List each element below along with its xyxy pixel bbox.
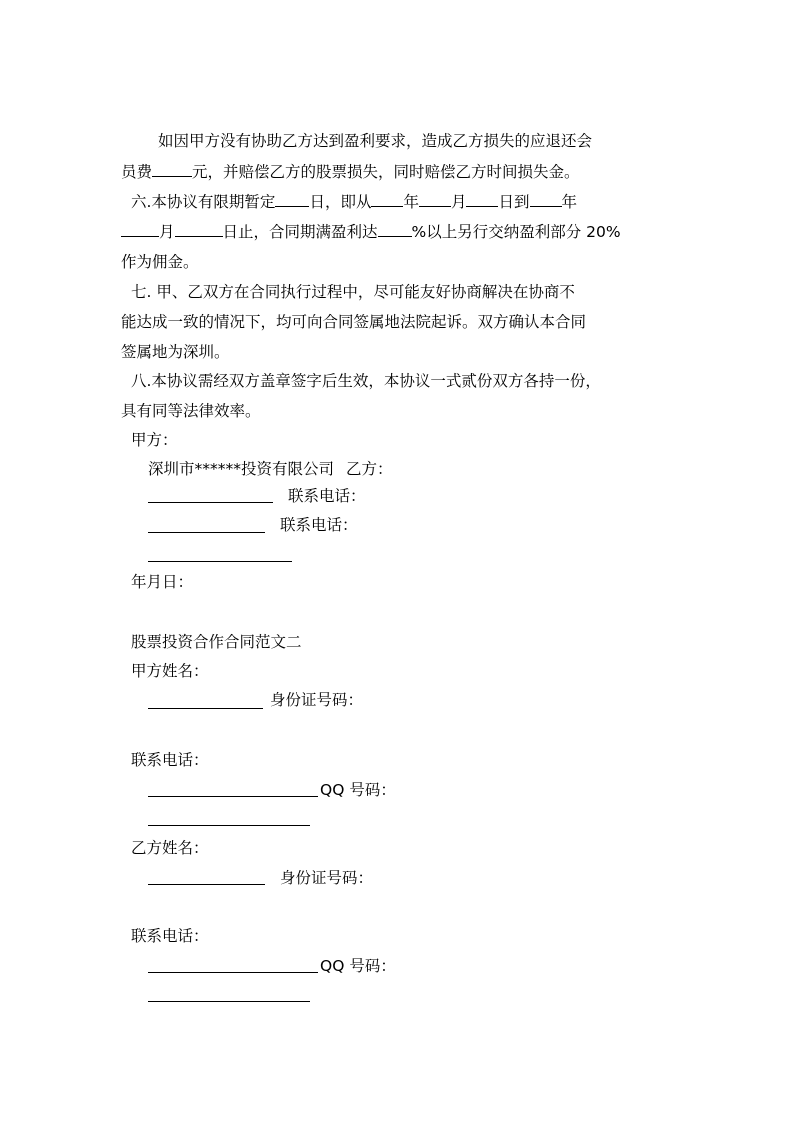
sample-2-title: 股票投资合作合同范文二 [131, 633, 302, 651]
signature-line-3[interactable] [148, 561, 292, 562]
duration-days-blank[interactable] [275, 192, 309, 207]
signature-line-2[interactable] [148, 532, 265, 533]
clause-6-line-1: 六.本协议有限期暂定 日，即从 年 月 日到 年 [131, 193, 578, 211]
party-b-name-blank[interactable] [148, 884, 265, 885]
phone-label-1: 联系电话： [288, 487, 366, 505]
clause-7-line-2: 能达成一致的情况下，均可向合同签属地法院起诉。双方确认本合同 [121, 313, 587, 331]
profit-rate-blank[interactable] [378, 222, 412, 237]
date-label: 年月日： [131, 573, 194, 591]
clause-7-line-1: 七. 甲、乙双方在合同执行过程中，尽可能友好协商解决在协商不 [131, 283, 575, 301]
signature-line-1[interactable] [148, 502, 273, 503]
end-year-blank[interactable] [530, 192, 562, 207]
clause-6-line-3: 作为佣金。 [121, 253, 199, 271]
fee-blank[interactable] [152, 162, 192, 177]
company-line [148, 459, 393, 479]
party-a-qq-label: QQ 号码： [320, 781, 396, 799]
company-name: 深圳市******投资有限公司 [148, 460, 335, 478]
clause-6-line-2: 月 日止，合同期满盈利达 %以上另行交纳盈利部分 20% [121, 222, 621, 242]
party-b-qq-blank[interactable] [148, 1001, 310, 1002]
party-a-name-label: 甲方姓名： [131, 662, 209, 680]
party-a-name-blank[interactable] [148, 708, 263, 709]
clause-8-line-2: 具有同等法律效率。 [121, 402, 261, 420]
start-day-blank[interactable] [466, 192, 498, 207]
clause-8-line-1: 八.本协议需经双方盖章签字后生效，本协议一式贰份双方各持一份， [131, 372, 601, 390]
party-b-name-label: 乙方姓名： [131, 839, 209, 857]
end-month-blank[interactable] [121, 222, 159, 237]
party-b-phone-blank[interactable] [148, 972, 318, 973]
paragraph-compensation-line-1: 如因甲方没有协助乙方达到盈利要求，造成乙方损失的应退还会 [158, 132, 593, 150]
party-a-phone-label: 联系电话： [131, 751, 209, 769]
party-b-label: 乙方： [346, 460, 393, 478]
party-b-qq-label: QQ 号码： [320, 957, 396, 975]
party-a-phone-blank[interactable] [148, 796, 318, 797]
start-year-blank[interactable] [371, 192, 403, 207]
party-a-id-label: 身份证号码： [270, 691, 364, 709]
end-day-blank[interactable] [175, 222, 223, 237]
start-month-blank[interactable] [419, 192, 451, 207]
party-a-qq-blank[interactable] [148, 825, 310, 826]
party-b-id-label: 身份证号码： [280, 869, 374, 887]
party-a-label: 甲方： [131, 431, 178, 449]
clause-7-line-3: 签属地为深圳。 [121, 343, 230, 361]
phone-label-2: 联系电话： [280, 516, 358, 534]
paragraph-compensation-line-2: 员费 元，并赔偿乙方的股票损失，同时赔偿乙方时间损失金。 [121, 163, 580, 181]
party-b-phone-label: 联系电话： [131, 927, 209, 945]
